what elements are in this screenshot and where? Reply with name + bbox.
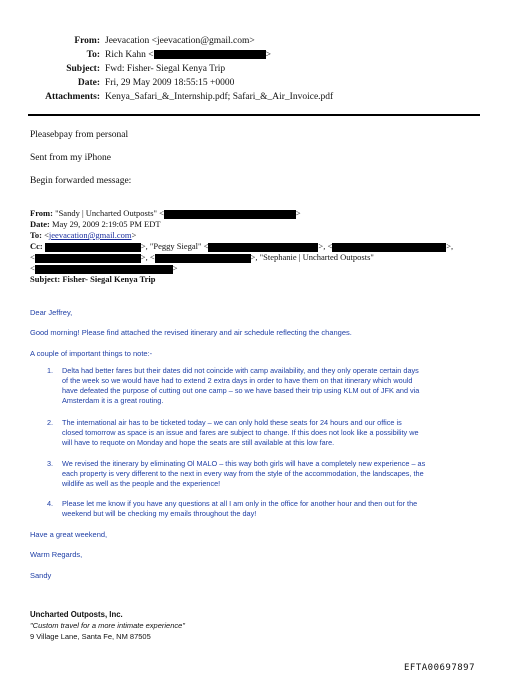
redaction-bar	[35, 265, 173, 274]
item-1-line: of the week so we would have had to extend 2 extra days in order to have them on that itinerary which would	[62, 376, 413, 385]
header-divider	[28, 114, 480, 116]
item-4-number: 4.	[47, 499, 54, 508]
fwd-to	[30, 230, 136, 240]
redaction-bar	[155, 254, 251, 263]
fwd-date	[30, 219, 161, 229]
to-close: >	[265, 50, 271, 60]
fwd-date-label: Date:	[30, 219, 50, 229]
fwd-to-label: To:	[30, 230, 42, 240]
fwd-to-open: <	[44, 230, 49, 240]
from-value: Jeevacation <jeevacation@gmail.com>	[105, 36, 255, 46]
fwd-cc-line-3	[30, 263, 178, 274]
greeting: Dear Jeffrey,	[30, 308, 73, 317]
fwd-to-link[interactable]: jeevacation@gmail.com	[48, 230, 132, 240]
closing-line-1: Have a great weekend,	[30, 530, 108, 539]
fwd-from-value: "Sandy | Uncharted Outposts" <	[55, 208, 164, 218]
item-2-line: The international air has to be ticketed today – we can only hold these seats for 24 hours and our office is	[62, 418, 402, 427]
intro-line-1: Pleasebpay from personal	[30, 130, 129, 140]
item-2-line: will have to requote on Monday and hope the seats are still available at this low fare.	[62, 438, 335, 447]
opening-line: Good morning! Please find attached the revised itinerary and air schedule reflecting the changes.	[30, 328, 352, 337]
item-1-line: Delta had better fares but their dates did not coincide with camp availability, and they only operate certain days	[62, 366, 419, 375]
to-value	[105, 50, 271, 60]
item-2-line: closed tomorrow as space is an issue and fares are subject to change. If this does not look like a possibility we	[62, 428, 419, 437]
item-1-number: 1.	[47, 366, 54, 375]
fwd-cc-line-2	[30, 252, 374, 263]
company-tagline: "Custom travel for a more intimate experience"	[30, 621, 185, 630]
fwd-subject-label: Subject:	[30, 274, 61, 284]
fwd-cc3-close: >	[172, 263, 178, 273]
fwd-subject	[30, 274, 155, 284]
item-3-text	[62, 459, 425, 489]
redaction-bar	[164, 210, 296, 219]
item-1-text	[62, 366, 419, 406]
fwd-from	[30, 208, 301, 219]
item-2-number: 2.	[47, 418, 54, 427]
attachments-value: Kenya_Safari_&_Internship.pdf; Safari_&_Air_Invoice.pdf	[105, 92, 334, 102]
closing-line-2: Warm Regards,	[30, 550, 83, 559]
fwd-from-label: From:	[30, 208, 53, 218]
company-name: Uncharted Outposts, Inc.	[30, 610, 123, 619]
redaction-bar	[208, 243, 318, 252]
fwd-cc2-a: >, <	[140, 252, 155, 262]
item-3-line: We revised the itinerary by eliminating Ol MALO – this way both girls will have a completely new experience – as	[62, 459, 426, 468]
company-address: 9 Village Lane, Santa Fe, NM 87505	[30, 632, 151, 641]
signer-name: Sandy	[30, 571, 52, 580]
from-label: From:	[74, 36, 100, 46]
redaction-bar	[45, 243, 141, 252]
item-1-line: have defeated the purpose of cutting out one camp – so we have based their trip using KLM out of JFK and via	[62, 386, 420, 395]
notes-intro: A couple of important things to note:-	[30, 349, 153, 358]
fwd-cc-a: >, "Peggy Siegal" <	[140, 241, 209, 251]
fwd-cc2-open: <	[30, 252, 35, 262]
fwd-cc-b: >, <	[318, 241, 333, 251]
date-value: Fri, 29 May 2009 18:55:15 +0000	[105, 78, 235, 88]
item-3-number: 3.	[47, 459, 54, 468]
subject-label: Subject:	[66, 64, 100, 74]
item-4-line: weekend but will be checking my emails throughout the day!	[62, 509, 257, 518]
item-4-line: Please let me know if you have any questions at all I am only in the office for another hour and then out for the	[62, 499, 418, 508]
fwd-to-close: >	[131, 230, 137, 240]
to-label: To:	[86, 50, 100, 60]
fwd-date-value: May 29, 2009 2:19:05 PM EDT	[51, 219, 161, 229]
redaction-bar	[332, 243, 446, 252]
fwd-cc-label: Cc:	[30, 241, 43, 251]
subject-value: Fwd: Fisher- Siegal Kenya Trip	[105, 64, 226, 74]
item-1-line: Amsterdam it is a great routing.	[62, 396, 164, 405]
attachments-label: Attachments:	[45, 92, 100, 102]
item-3-line: each property is very different to the next in every way from the style of the accommodation, the landscapes, the	[62, 469, 424, 478]
item-4-text	[62, 499, 417, 519]
fwd-cc	[30, 241, 453, 252]
fwd-from-close: >	[295, 208, 301, 218]
to-name: Rich Kahn <	[105, 50, 154, 60]
redaction-bar	[35, 254, 141, 263]
intro-line-3: Begin forwarded message:	[30, 176, 132, 186]
date-label: Date:	[77, 78, 100, 88]
document-id: EFTA00697897	[404, 663, 476, 673]
item-3-line: wildlife as well as the people and the experience!	[62, 479, 221, 488]
intro-line-2: Sent from my iPhone	[30, 153, 112, 163]
fwd-cc3-open: <	[30, 263, 35, 273]
fwd-subject-value: Fisher- Siegal Kenya Trip	[62, 274, 156, 284]
fwd-cc2-b: >, "Stephanie | Uncharted Outposts"	[250, 252, 374, 262]
redaction-bar	[154, 50, 266, 59]
item-2-text	[62, 418, 419, 448]
fwd-cc-c: >,	[446, 241, 454, 251]
